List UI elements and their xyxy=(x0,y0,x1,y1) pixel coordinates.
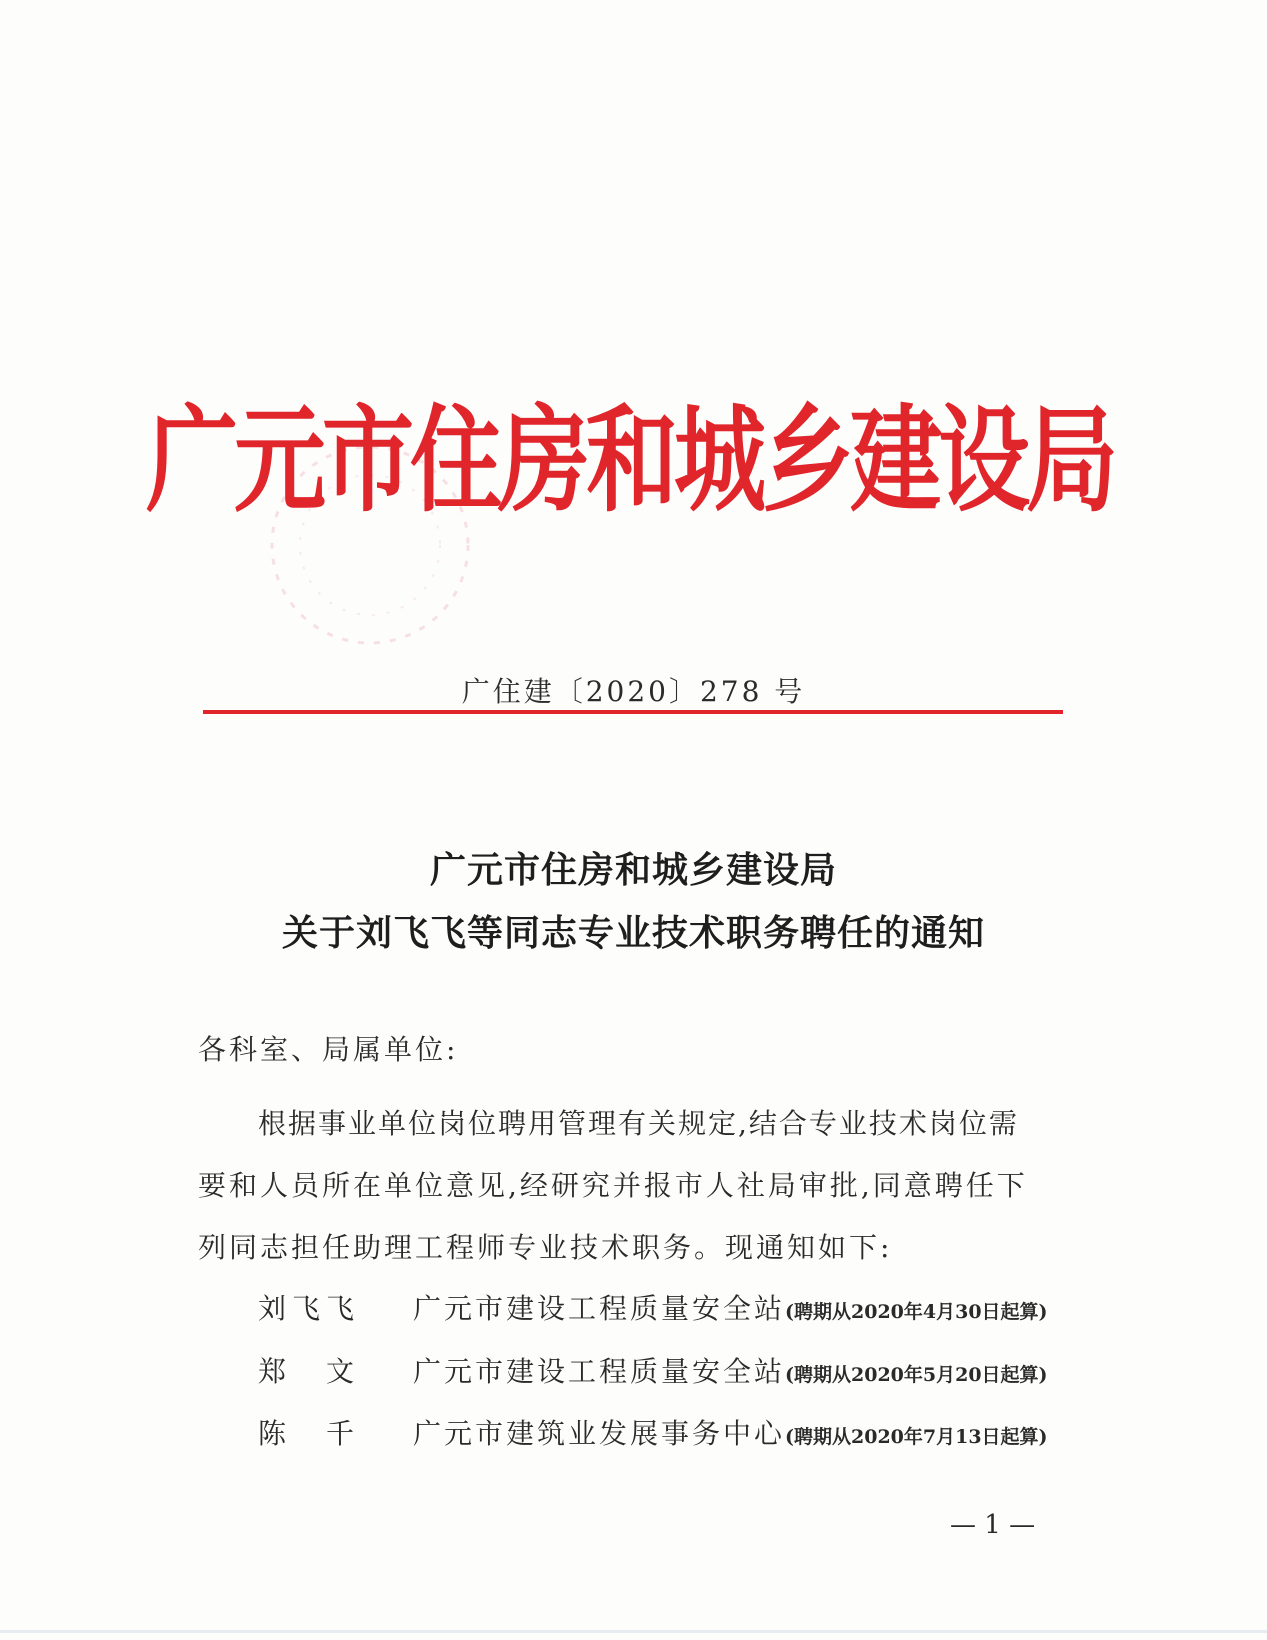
appointment-period: (聘期从2020年7月13日起算) xyxy=(785,1426,1048,1448)
notice-title-line-2: 关于刘飞飞等同志专业技术职务聘任的通知 xyxy=(281,912,985,954)
body-paragraph-line-2: 要和人员所在单位意见,经研究并报市人社局审批,同意聘任下 xyxy=(198,1169,1028,1202)
appointee-name: 陈 千 xyxy=(258,1417,361,1450)
appointment-row xyxy=(258,1412,1048,1452)
appointment-row xyxy=(258,1287,1048,1327)
page-number: — 1 — xyxy=(950,1510,1036,1540)
body-paragraph-line-1: 根据事业单位岗位聘用管理有关规定,结合专业技术岗位需 xyxy=(258,1107,1019,1140)
red-separator-line xyxy=(203,710,1063,714)
appointment-period: (聘期从2020年4月30日起算) xyxy=(785,1301,1048,1323)
appointment-row xyxy=(258,1350,1048,1390)
salutation: 各科室、局属单位: xyxy=(198,1033,459,1066)
appointee-unit: 广元市建设工程质量安全站 xyxy=(413,1355,786,1388)
notice-title-line-1: 广元市住房和城乡建设局 xyxy=(429,849,837,891)
body-paragraph-line-3: 列同志担任助理工程师专业技术职务。现通知如下: xyxy=(198,1231,893,1264)
appointee-name: 刘飞飞 xyxy=(258,1292,361,1325)
appointee-unit: 广元市建筑业发展事务中心 xyxy=(413,1417,786,1450)
document-number: 广住建〔2020〕278 号 xyxy=(461,675,806,708)
appointee-unit: 广元市建设工程质量安全站 xyxy=(413,1292,786,1325)
scan-edge-line xyxy=(0,1630,1267,1633)
issuing-authority-header: 广元市住房和城乡建设局 xyxy=(146,392,1115,528)
appointment-period: (聘期从2020年5月20日起算) xyxy=(785,1364,1048,1386)
appointee-name: 郑 文 xyxy=(258,1355,361,1388)
